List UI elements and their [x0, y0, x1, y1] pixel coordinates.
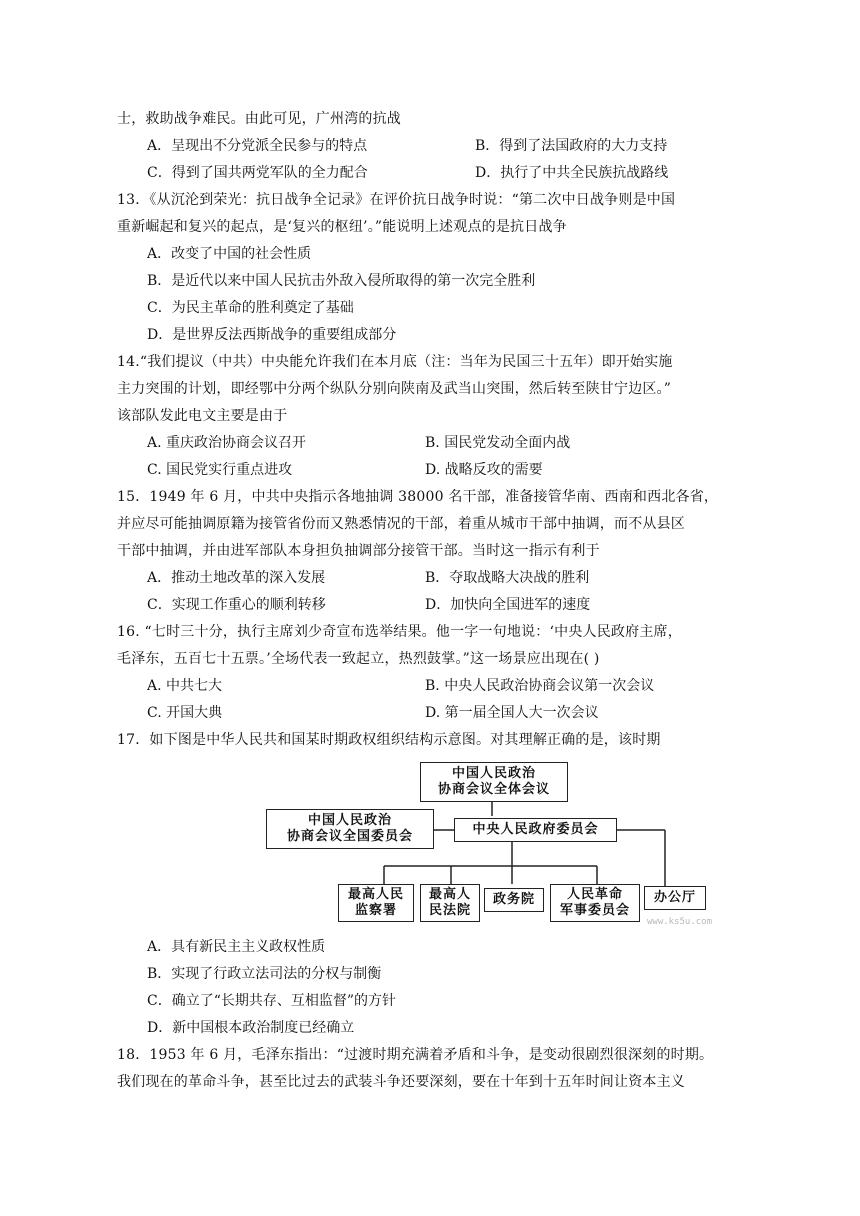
q14-option-b: B. 国民党发动全面内战	[425, 435, 571, 451]
q14-stem-line1: 14.“我们提议（中共）中央能允许我们在本月底（注：当年为民国三十五年）即开始实施	[117, 354, 673, 370]
q15-option-b: B．夺取战略大决战的胜利	[425, 570, 590, 586]
q13-option-b: B．是近代以来中国人民抗击外敌入侵所取得的第一次完全胜利	[147, 273, 536, 289]
q13-option-a: A．改变了中国的社会性质	[147, 246, 312, 262]
diagram-cppcc-national-box	[266, 809, 434, 849]
diagram-office-box	[644, 886, 706, 910]
q13-option-d: D．是世界反法西斯战争的重要组成部分	[147, 327, 397, 343]
q14-option-a: A. 重庆政治协商会议召开	[147, 435, 307, 451]
q12-option-b: B．得到了法国政府的大力支持	[475, 138, 668, 154]
diagram-cppcc-plenary-box	[420, 762, 568, 802]
q12-option-a: A．呈现出不分党派全民参与的特点	[147, 138, 368, 154]
diagram-procuratorate-line2: 监察署	[354, 903, 397, 918]
q14-stem-line2: 主力突围的计划，即经鄂中分两个纵队分别向陕南及武当山突围，然后转至陕甘宁边区。”	[117, 381, 672, 397]
diagram-cppcc-national-line2: 协商会议全国委员会	[286, 829, 413, 844]
diagram-office-label: 办公厅	[653, 890, 696, 905]
diagram-court-box	[420, 884, 480, 922]
q16-option-b: B. 中央人民政治协商会议第一次会议	[425, 678, 655, 694]
diagram-cppcc-plenary-line2: 协商会议全体会议	[437, 782, 550, 797]
q15-stem-line2: 并应尽可能抽调原籍为接管省份而又熟悉情况的干部，着重从城市干部中抽调，而不从县区	[117, 516, 685, 532]
diagram-military-line2: 军事委员会	[559, 903, 630, 918]
q16-option-c: C. 开国大典	[147, 705, 223, 721]
government-structure-diagram	[262, 760, 722, 932]
q17-option-b: B．实现了行政立法司法的分权与制衡	[147, 966, 382, 982]
q12-option-c: C．得到了国共两党军队的全力配合	[147, 165, 368, 181]
diagram-cppcc-plenary-line1: 中国人民政治	[451, 766, 536, 781]
q18-stem-line1: 18．1953 年 6 月，毛泽东指出：“过渡时期充满着矛盾和斗争，是变动很剧烈很深刻的时期。	[117, 1047, 714, 1063]
q14-option-d: D. 战略反攻的需要	[425, 462, 543, 478]
diagram-central-gov-box	[454, 818, 617, 842]
q18-stem-line2: 我们现在的革命斗争，甚至比过去的武装斗争还要深刻，要在十年到十五年时间让资本主义	[117, 1074, 685, 1090]
q13-option-c: C．为民主革命的胜利奠定了基础	[147, 300, 354, 316]
diagram-military-box	[550, 884, 640, 922]
diagram-procuratorate-line1: 最高人民	[347, 887, 404, 902]
q17-option-c: C．确立了“长期共存、互相监督”的方针	[147, 993, 397, 1009]
q16-stem-line2: 毛泽东，五百七十五票。’全场代表一致起立，热烈鼓掌。”这一场景应出现在( )	[117, 651, 600, 667]
diagram-council-label: 政务院	[492, 892, 535, 907]
diagram-central-gov-label: 中央人民政府委员会	[472, 822, 599, 837]
diagram-court-line1: 最高人	[428, 887, 471, 902]
q15-option-a: A．推动土地改革的深入发展	[147, 570, 326, 586]
diagram-watermark: www.ks5u.com	[647, 917, 713, 927]
q12-option-d: D．执行了中共全民族抗战路线	[475, 165, 669, 181]
q16-stem-line1: 16. “七时三十分，执行主席刘少奇宣布选举结果。他一字一句地说：‘中央人民政府主席，	[117, 624, 682, 640]
diagram-military-line1: 人民革命	[566, 887, 623, 902]
q12-stem: 士，救助战争难民。由此可见，广州湾的抗战	[117, 111, 401, 127]
q15-stem-line1: 15．1949 年 6 月，中共中央指示各地抽调 38000 名干部，准备接管华南、西南和西北各省，	[117, 489, 719, 505]
q14-option-c: C. 国民党实行重点进攻	[147, 462, 293, 478]
q17-option-d: D．新中国根本政治制度已经确立	[147, 1020, 355, 1036]
q17-option-a: A．具有新民主主义政权性质	[147, 939, 326, 955]
q14-stem-line3: 该部队发此电文主要是由于	[117, 408, 288, 424]
q13-stem-line1: 13．《从沉沦到荣光：抗日战争全记录》在评价抗日战争时说：“第二次中日战争则是中国	[117, 192, 676, 208]
q16-option-d: D. 第一届全国人大一次会议	[425, 705, 599, 721]
q15-option-d: D．加快向全国进军的速度	[425, 597, 591, 613]
q13-stem-line2: 重新崛起和复兴的起点，是‘复兴的枢纽’。”能说明上述观点的是抗日战争	[117, 219, 567, 235]
q15-stem-line3: 干部中抽调，并由进军部队本身担负抽调部分接管干部。当时这一指示有利于	[117, 543, 600, 559]
q15-option-c: C．实现工作重心的顺利转移	[147, 597, 326, 613]
diagram-court-line2: 民法院	[428, 903, 471, 918]
diagram-cppcc-national-line1: 中国人民政治	[307, 813, 392, 828]
q17-stem: 17．如下图是中华人民共和国某时期政权组织结构示意图。对其理解正确的是，该时期	[117, 732, 661, 748]
diagram-council-box	[484, 888, 544, 912]
diagram-procuratorate-box	[338, 884, 414, 922]
q16-option-a: A. 中共七大	[147, 678, 223, 694]
